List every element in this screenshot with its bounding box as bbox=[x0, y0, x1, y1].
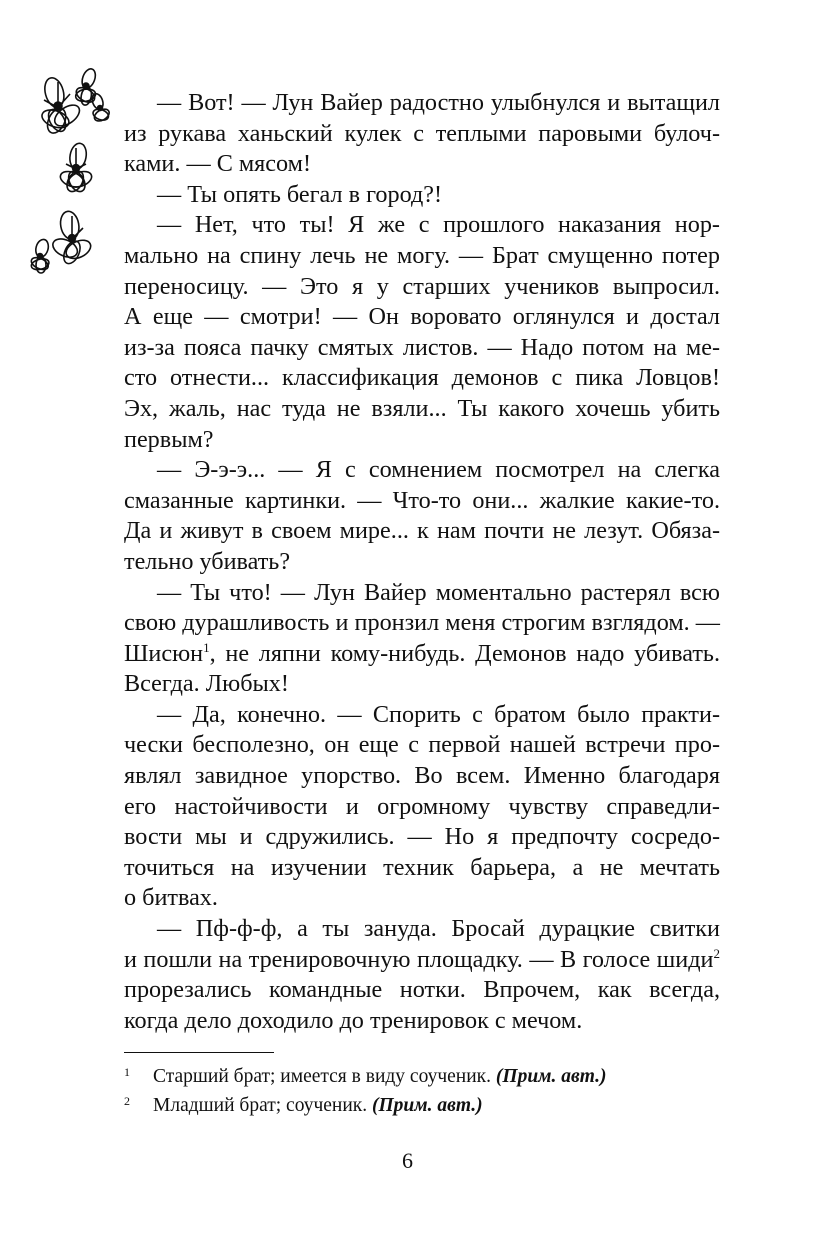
text-line-content: — Вот! — Лун Вайер радостно улыбнулся и вытащил bbox=[157, 89, 720, 116]
footnote-author-note: (Прим. авт.) bbox=[372, 1095, 483, 1116]
text-line bbox=[124, 730, 720, 761]
text-line-content: из-за пояса пачку смятых листов. — Надо потом на ме- bbox=[124, 333, 720, 361]
footnote-text: Старший брат; имеется в виду соученик. bbox=[153, 1066, 492, 1087]
text-line-content: прорезались командные нотки. Впрочем, как всегда, bbox=[124, 976, 720, 1004]
text-line-content: Шисюн bbox=[124, 639, 204, 667]
footnote bbox=[124, 1062, 724, 1091]
text-line bbox=[124, 945, 720, 976]
text-line-content: о битвах. bbox=[124, 884, 218, 912]
text-line-content: из рукава ханьский кулек с теплыми паровыми булоч- bbox=[124, 119, 720, 147]
footnote-text: Младший брат; соученик. bbox=[153, 1095, 368, 1116]
text-line bbox=[124, 639, 720, 670]
text-line-content: А еще — смотри! — Он воровато оглянулся и достал bbox=[124, 303, 720, 331]
text-line-content: — Пф-ф-ф, а ты зануда. Бросай дурацкие свитки bbox=[157, 915, 720, 943]
text-line-content: сто отнести... классификация демонов с пика Ловцов! bbox=[124, 364, 720, 392]
text-line bbox=[124, 486, 720, 517]
text-line bbox=[124, 975, 720, 1006]
text-line bbox=[124, 547, 720, 578]
text-line bbox=[124, 425, 720, 456]
footnotes bbox=[124, 1062, 724, 1120]
text-line bbox=[124, 180, 720, 211]
text-line bbox=[124, 363, 720, 394]
text-line bbox=[124, 914, 720, 945]
text-line bbox=[124, 578, 720, 609]
text-line-content: Эх, жаль, нас туда не взяли... Ты какого хочешь убить bbox=[124, 394, 720, 422]
text-line-content: — Ты опять бегал в город?! bbox=[157, 180, 443, 208]
text-line-content: точиться на изучении техник барьера, а не мечтать bbox=[124, 853, 720, 881]
text-line bbox=[124, 516, 720, 547]
text-line bbox=[124, 272, 720, 303]
text-line bbox=[124, 149, 720, 180]
text-line bbox=[124, 853, 720, 884]
text-line-content: являл завидное упорство. Во всем. Именно благодаря bbox=[124, 762, 720, 790]
text-line-content: когда дело доходило до тренировок с мечом. bbox=[124, 1006, 583, 1034]
text-line bbox=[124, 119, 720, 150]
text-line bbox=[124, 822, 720, 853]
text-line bbox=[124, 883, 720, 914]
text-line bbox=[124, 302, 720, 333]
text-line-content: — Да, конечно. — Спорить с братом было практи- bbox=[157, 700, 720, 728]
main-text bbox=[124, 88, 720, 1036]
text-line-content: переносицу. — Это я у старших учеников выпросил. bbox=[124, 272, 720, 300]
text-line-content: Всегда. Любых! bbox=[124, 670, 289, 698]
text-line-content: тельно убивать? bbox=[124, 547, 291, 575]
text-line bbox=[124, 700, 720, 731]
text-line-content: — Ты что! — Лун Вайер моментально растерял всю bbox=[157, 578, 720, 606]
footnote-number: 1 bbox=[124, 1065, 130, 1079]
page-number: 6 bbox=[402, 1148, 413, 1173]
text-line bbox=[124, 608, 720, 639]
text-line-content: чески бесполезно, он еще с первой нашей встречи про- bbox=[124, 731, 720, 759]
text-line bbox=[124, 333, 720, 364]
text-line-content: его настойчивости и огромному чувству справедли- bbox=[124, 792, 720, 820]
text-line bbox=[124, 210, 720, 241]
text-line-content: — Нет, что ты! Я же с прошлого наказания нор- bbox=[157, 211, 720, 239]
text-line-content: свою дурашливость и пронзил меня строгим взглядом. — bbox=[124, 609, 720, 637]
footnote-ref: 1 bbox=[203, 639, 210, 655]
footnote-ref: 2 bbox=[713, 945, 720, 961]
text-line bbox=[124, 241, 720, 272]
text-line bbox=[124, 455, 720, 486]
footnote-number: 2 bbox=[124, 1094, 130, 1108]
text-line bbox=[124, 394, 720, 425]
text-line bbox=[124, 88, 720, 119]
footnote bbox=[124, 1091, 724, 1120]
text-line-content: вости мы и сдружились. — Но я предпочту сосредо- bbox=[124, 823, 720, 851]
text-line-content: Да и живут в своем мире... к нам почти не лезут. Обяза- bbox=[124, 517, 720, 545]
text-line bbox=[124, 669, 720, 700]
text-line-content: смазанные картинки. — Что-то они... жалкие какие-то. bbox=[124, 486, 720, 514]
text-line-content: и пошли на тренировочную площадку. — В голосе шиди bbox=[124, 945, 714, 973]
text-line bbox=[124, 1006, 720, 1037]
text-line-content: первым? bbox=[124, 425, 214, 453]
text-line bbox=[124, 792, 720, 823]
text-line bbox=[124, 761, 720, 792]
footnote-divider bbox=[124, 1052, 274, 1053]
text-line-content: ками. — С мясом! bbox=[124, 150, 312, 178]
text-line-content: , не ляпни кому-нибудь. Демонов надо убивать. bbox=[209, 639, 720, 667]
text-line-content: мально на спину лечь не могу. — Брат смущенно потер bbox=[124, 241, 720, 269]
flowers-ornament bbox=[20, 68, 130, 283]
footnote-author-note: (Прим. авт.) bbox=[495, 1066, 607, 1087]
text-line-content: — Э-э-э... — Я с сомнением посмотрел на слегка bbox=[157, 456, 720, 484]
